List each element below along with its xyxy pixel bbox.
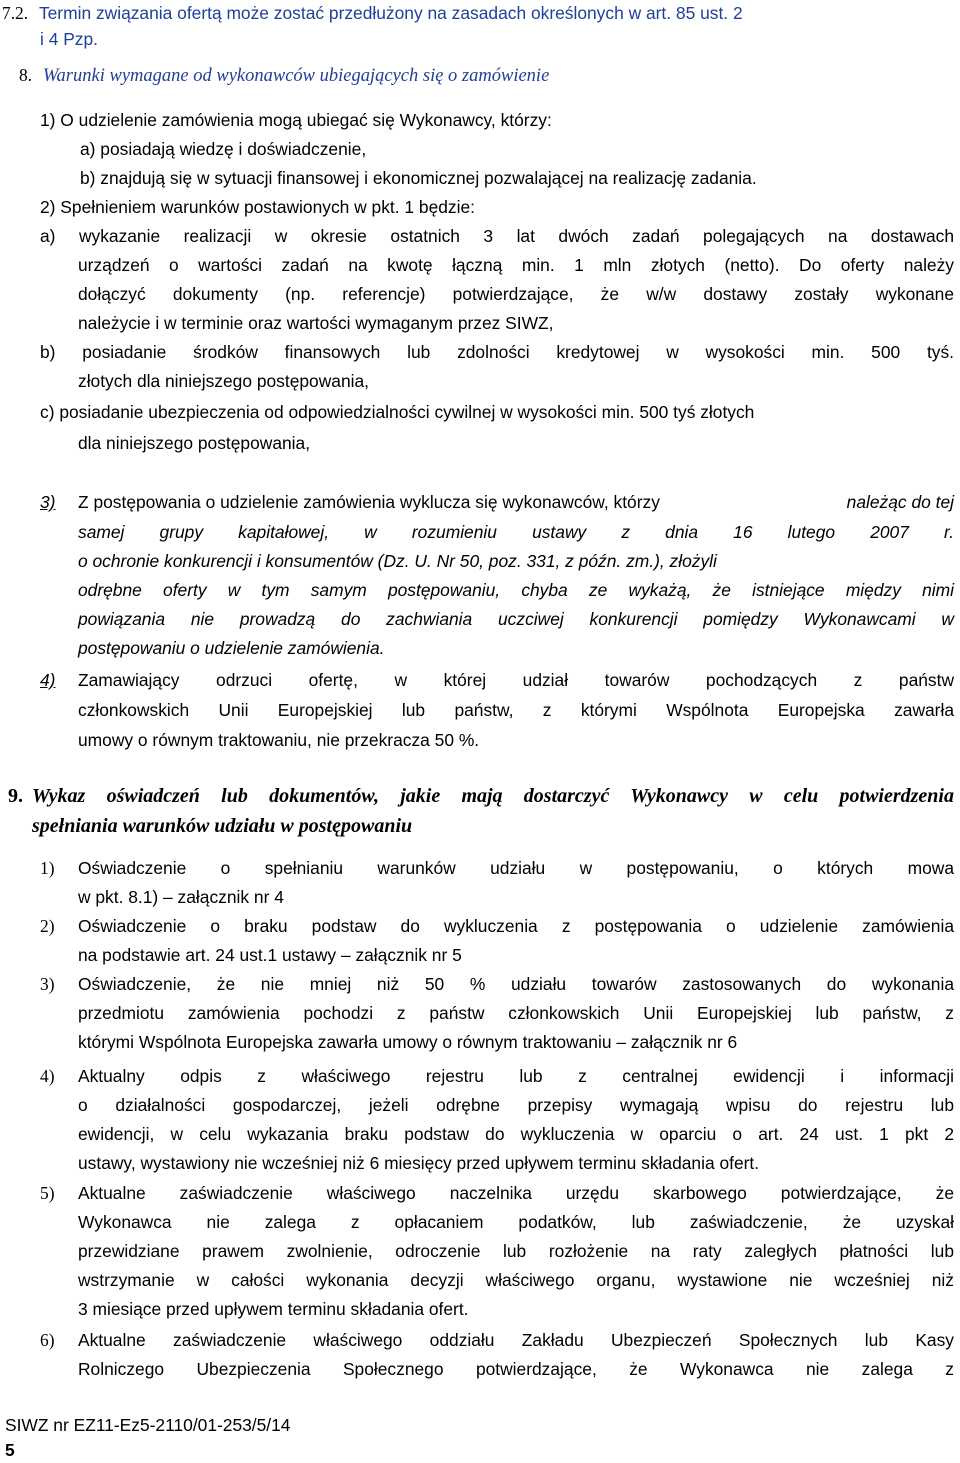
section-9-item-4-number: 4) bbox=[40, 1066, 55, 1086]
section-8-point-3-text-1a: Z postępowania o udzielenie zamówienia wyklucza się wykonawców, którzy bbox=[78, 492, 660, 512]
section-9-item-1-line-1: Oświadczenie o spełnianiu warunków udziału w postępowaniu, o których mowa bbox=[78, 858, 954, 878]
section-9-item-2-line-1: Oświadczenie o braku podstaw do wykluczenia z postępowania o udzielenie zamówienia bbox=[78, 916, 954, 936]
section-8-point-4-line-2: członkowskich Unii Europejskiej lub państw, z którymi Wspólnota Europejska zawarła bbox=[78, 700, 954, 720]
section-8-b-line-2: złotych dla niniejszego postępowania, bbox=[78, 371, 369, 391]
section-9-title-line-1: Wykaz oświadczeń lub dokumentów, jakie mają dostarczyć Wykonawcy w celu potwierdzenia bbox=[32, 785, 954, 807]
section-9-item-5-line-4: wstrzymanie w całości wykonania decyzji właściwego organu, wystawione nie wcześniej niż bbox=[78, 1270, 954, 1290]
section-8-point-3-line-3: o ochronie konkurencji i konsumentów (Dz. U. Nr 50, poz. 331, z późn. zm.), złożyli bbox=[78, 551, 717, 571]
section-9-item-5-number: 5) bbox=[40, 1183, 55, 1203]
section-8-c-line-1: c) posiadanie ubezpieczenia od odpowiedzialności cywilnej w wysokości min. 500 tyś złotych bbox=[40, 402, 755, 422]
section-9-item-1-number: 1) bbox=[40, 858, 55, 878]
section-8-point-4-line-3: umowy o równym traktowaniu, nie przekracza 50 %. bbox=[78, 730, 480, 750]
section-8-point-3-line-2: samej grupy kapitałowej, w rozumieniu ustawy z dnia 16 lutego 2007 r. bbox=[78, 522, 954, 542]
section-8-point-3-line-6: postępowaniu o udzielenie zamówienia. bbox=[78, 638, 385, 658]
section-7-2-line-1 bbox=[2, 3, 743, 23]
section-9-item-4-line-1: Aktualny odpis z właściwego rejestru lub z centralnej ewidencji i informacji bbox=[78, 1066, 954, 1086]
section-9-item-3-number: 3) bbox=[40, 974, 55, 994]
section-8-c-line-2: dla niniejszego postępowania, bbox=[78, 433, 311, 453]
section-7-2-line-2: i 4 Pzp. bbox=[40, 29, 98, 49]
section-9-item-4-line-4: ustawy, wystawiony nie wcześniej niż 6 miesięcy przed upływem terminu składania ofert. bbox=[78, 1153, 760, 1173]
section-8-a-line-2: urządzeń o wartości zadań na kwotę łączną min. 1 mln złotych (netto). Do oferty należy bbox=[78, 255, 954, 275]
section-9-item-2-line-2: na podstawie art. 24 ust.1 ustawy – załącznik nr 5 bbox=[78, 945, 462, 965]
section-8-point-1a: a) posiadają wiedzę i doświadczenie, bbox=[80, 139, 367, 159]
section-7-2-number: 7.2. bbox=[2, 3, 29, 23]
section-9-item-1-line-2: w pkt. 8.1) – załącznik nr 4 bbox=[78, 887, 284, 907]
section-9-number: 9. bbox=[8, 785, 23, 807]
section-9-item-4-line-2: o działalności gospodarczej, jeżeli odrębne przepisy wymagają wpisu do rejestru lub bbox=[78, 1095, 954, 1115]
section-9-item-3-line-1: Oświadczenie, że nie mniej niż 50 % udziału towarów zastosowanych do wykonania bbox=[78, 974, 954, 994]
section-8-point-2: 2) Spełnieniem warunków postawionych w pkt. 1 będzie: bbox=[40, 197, 475, 217]
section-9-item-6-line-1: Aktualne zaświadczenie właściwego oddziału Zakładu Ubezpieczeń Społecznych lub Kasy bbox=[78, 1330, 954, 1350]
section-8-point-4-number: 4) bbox=[40, 670, 56, 690]
section-8-b-line-1: b) posiadanie środków finansowych lub zdolności kredytowej w wysokości min. 500 tyś. bbox=[40, 342, 954, 362]
section-9-item-5-line-5: 3 miesiące przed upływem terminu składania ofert. bbox=[78, 1299, 469, 1319]
section-8-heading bbox=[2, 65, 549, 86]
section-9-heading-line-1 bbox=[8, 786, 954, 806]
section-9-item-6-line-2: Rolniczego Ubezpieczenia Społecznego potwierdzające, że Wykonawca nie zalega z bbox=[78, 1359, 954, 1379]
section-9-item-5-line-2: Wykonawca nie zalega z opłacaniem podatków, lub zaświadczenie, że uzyskał bbox=[78, 1212, 954, 1232]
section-9-title-line-2: spełniania warunków udziału w postępowaniu bbox=[32, 815, 413, 837]
section-8-point-3-line-1 bbox=[78, 492, 954, 512]
section-8-point-3-line-5: powiązania nie prowadzą do zachwiania uczciwej konkurencji pomiędzy Wykonawcami w bbox=[78, 609, 954, 629]
section-9-item-2-number: 2) bbox=[40, 916, 55, 936]
section-8-point-4-line-1: Zamawiający odrzuci ofertę, w której udział towarów pochodzących z państw bbox=[78, 670, 954, 690]
footer-page-number: 5 bbox=[5, 1440, 15, 1460]
section-9-item-3-line-3: którymi Wspólnota Europejska zawarła umowy o równym traktowaniu – załącznik nr 6 bbox=[78, 1032, 738, 1052]
section-7-2-text: Termin związania ofertą może zostać przedłużony na zasadach określonych w art. 85 ust. 2 bbox=[38, 3, 743, 23]
section-9-item-5-line-3: przewidziane prawem zwolnienie, odroczenie lub rozłożenie na raty zaległych płatności lub bbox=[78, 1241, 954, 1261]
section-8-number: 8. bbox=[18, 65, 32, 85]
footer-reference: SIWZ nr EZ11-Ez5-2110/01-253/5/14 bbox=[5, 1415, 291, 1435]
section-8-point-3-line-4: odrębne oferty w tym samym postępowaniu, chyba ze wykażą, że istniejące między nimi bbox=[78, 580, 954, 600]
section-8-point-1: 1) O udzielenie zamówienia mogą ubiegać się Wykonawcy, którzy: bbox=[40, 110, 552, 130]
section-8-a-line-1: a) wykazanie realizacji w okresie ostatnich 3 lat dwóch zadań polegających na dostawach bbox=[40, 226, 954, 246]
section-8-point-1b: b) znajdują się w sytuacji finansowej i ekonomicznej pozwalającej na realizację zadania. bbox=[80, 168, 757, 188]
section-9-item-5-line-1: Aktualne zaświadczenie właściwego naczelnika urzędu skarbowego potwierdzające, że bbox=[78, 1183, 954, 1203]
section-9-item-3-line-2: przedmiotu zamówienia pochodzi z państw członkowskich Unii Europejskiej lub państw, z bbox=[78, 1003, 954, 1023]
section-8-a-line-4: należycie i w terminie oraz wartości wymaganym przez SIWZ, bbox=[78, 313, 554, 333]
section-8-point-3-text-1b: należąc do tej bbox=[846, 492, 954, 512]
section-8-point-3-number: 3) bbox=[40, 492, 56, 512]
section-9-item-4-line-3: ewidencji, w celu wykazania braku podstaw do wykluczenia w oparciu o art. 24 ust. 1 pkt 2 bbox=[78, 1124, 954, 1144]
section-9-item-6-number: 6) bbox=[40, 1330, 55, 1350]
section-8-title: Warunki wymagane od wykonawców ubiegających się o zamówienie bbox=[42, 66, 550, 86]
section-8-a-line-3: dołączyć dokumenty (np. referencje) potwierdzające, że w/w dostawy zostały wykonane bbox=[78, 284, 954, 304]
